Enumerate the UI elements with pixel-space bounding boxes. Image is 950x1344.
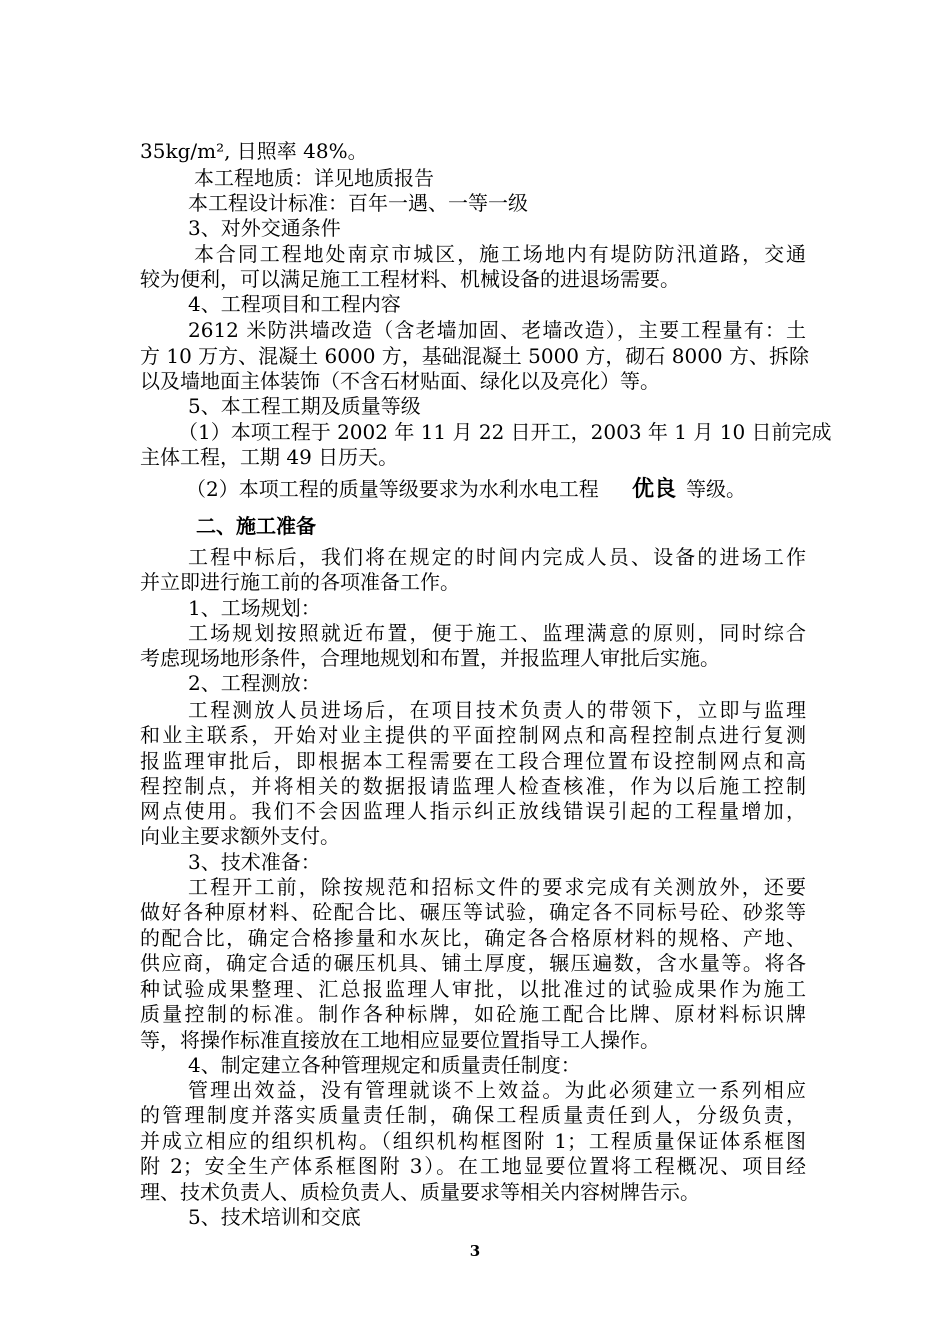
text-line bbox=[0, 697, 950, 723]
line-text: 工场规划按照就近布置，便于施工、监理满意的原则，同时综合 bbox=[188, 621, 806, 645]
text-line bbox=[0, 393, 950, 419]
line-text: 等级。 bbox=[686, 477, 746, 501]
text-line bbox=[0, 670, 950, 696]
line-text: 工程开工前，除按规范和招标文件的要求完成有关测放外，还要 bbox=[188, 875, 806, 899]
text-line bbox=[0, 1027, 950, 1053]
line-text: 3、对外交通条件 bbox=[188, 216, 341, 240]
text-line bbox=[0, 190, 950, 216]
text-line bbox=[0, 1128, 950, 1154]
text-line bbox=[0, 165, 950, 191]
text-line bbox=[0, 317, 950, 343]
line-text: 本工程地质：详见地质报告 bbox=[194, 166, 434, 190]
line-text: 5、本工程工期及质量等级 bbox=[188, 394, 421, 418]
text-line bbox=[0, 773, 950, 799]
text-line bbox=[0, 544, 950, 570]
line-text: 程控制点，并将相关的数据报请监理人检查核准，作为以后施工控制 bbox=[140, 774, 806, 798]
line-text: 以及墙地面主体装饰（不含石材贴面、绿化以及亮化）等。 bbox=[140, 369, 660, 393]
line-text: 的管理制度并落实质量责任制，确保工程质量责任到人，分级负责， bbox=[140, 1103, 806, 1127]
line-text: 35kg/m², 日照率 48%。 bbox=[140, 139, 368, 163]
line-text: 本工程设计标准：百年一遇、一等一级 bbox=[188, 191, 528, 215]
line-text: 附 2；安全生产体系框图附 3）。在工地显要位置将工程概况、项目经 bbox=[140, 1154, 806, 1178]
line-text: 的配合比，确定合格掺量和水灰比，确定各合格原材料的规格、产地、 bbox=[140, 926, 806, 950]
text-line bbox=[0, 476, 950, 502]
line-text: （2）本项工程的质量等级要求为水利水电工程 bbox=[186, 477, 599, 501]
line-text: 4、制定建立各种管理规定和质量责任制度： bbox=[188, 1053, 581, 1077]
line-text: 网点使用。我们不会因监理人指示纠正放线错误引起的工程量增加， bbox=[140, 799, 806, 823]
text-line bbox=[0, 569, 950, 595]
line-text: 并立即进行施工前的各项准备工作。 bbox=[140, 570, 460, 594]
text-line bbox=[0, 874, 950, 900]
line-text: 向业主要求额外支付。 bbox=[140, 824, 340, 848]
line-text: 报监理审批后，即根据本工程需要在工段合理位置布设控制网点和高 bbox=[140, 749, 806, 773]
line-text: 并成立相应的组织机构。（组织机构框图附 1；工程质量保证体系框图 bbox=[140, 1129, 806, 1153]
text-line bbox=[0, 620, 950, 646]
line-text: 二、施工准备 bbox=[196, 514, 316, 538]
section-heading bbox=[0, 513, 950, 539]
text-line bbox=[0, 722, 950, 748]
text-line bbox=[0, 444, 950, 470]
line-text: 理、技术负责人、质检负责人、质量要求等相关内容树牌告示。 bbox=[140, 1180, 700, 1204]
text-line bbox=[0, 266, 950, 292]
text-line bbox=[0, 645, 950, 671]
page-number: 3 bbox=[469, 1242, 481, 1260]
line-text: 质量控制的标准。制作各种标牌，如砼施工配合比牌、原材料标识牌 bbox=[140, 1002, 806, 1026]
line-text: 考虑现场地形条件，合理地规划和布置，并报监理人审批后实施。 bbox=[140, 646, 720, 670]
line-text: 2、工程测放： bbox=[188, 671, 321, 695]
line-text: 工程测放人员进场后，在项目技术负责人的带领下，立即与监理 bbox=[188, 698, 806, 722]
text-line bbox=[0, 1052, 950, 1078]
line-text: 主体工程，工期 49 日历天。 bbox=[140, 445, 399, 469]
text-line bbox=[0, 1204, 950, 1230]
line-text: 做好各种原材料、砼配合比、碾压等试验，确定各不同标号砼、砂浆等 bbox=[140, 900, 806, 924]
text-line bbox=[0, 1179, 950, 1205]
line-text: 方 10 万方、混凝土 6000 方，基础混凝土 5000 方，砌石 8000 方、拆除 bbox=[140, 344, 810, 368]
line-text: 本合同工程地处南京市城区，施工场地内有堤防防汛道路，交通 bbox=[194, 242, 806, 266]
text-line bbox=[0, 241, 950, 267]
line-text: 1、工场规划： bbox=[188, 596, 321, 620]
text-line bbox=[0, 798, 950, 824]
text-line bbox=[0, 950, 950, 976]
text-line bbox=[0, 1077, 950, 1103]
line-text: 供应商，确定合适的碾压机具、铺土厚度，辗压遍数，含水量等。将各 bbox=[140, 951, 806, 975]
text-line bbox=[0, 1001, 950, 1027]
line-text: 5、技术培训和交底 bbox=[188, 1205, 361, 1229]
line-text: 2612 米防洪墙改造（含老墙加固、老墙改造），主要工程量有：土 bbox=[188, 318, 806, 342]
line-text: 等，将操作标准直接放在工地相应显要位置指导工人操作。 bbox=[140, 1028, 660, 1052]
text-line bbox=[0, 419, 950, 445]
line-text: 3、技术准备： bbox=[188, 850, 321, 874]
line-text: 种试验成果整理、汇总报监理人审批，以批准过的试验成果作为施工 bbox=[140, 977, 806, 1001]
text-line bbox=[0, 343, 950, 369]
emphasis-text: 优良 bbox=[632, 476, 677, 502]
line-text: 工程中标后，我们将在规定的时间内完成人员、设备的进场工作 bbox=[188, 545, 806, 569]
line-text: 4、工程项目和工程内容 bbox=[188, 292, 401, 316]
text-line bbox=[0, 1102, 950, 1128]
text-line bbox=[0, 849, 950, 875]
text-line bbox=[0, 595, 950, 621]
text-line bbox=[0, 976, 950, 1002]
text-line bbox=[0, 899, 950, 925]
text-line bbox=[0, 748, 950, 774]
text-line bbox=[0, 925, 950, 951]
text-line bbox=[0, 823, 950, 849]
text-line bbox=[0, 291, 950, 317]
line-text: 和业主联系，开始对业主提供的平面控制网点和高程控制点进行复测 bbox=[140, 723, 806, 747]
text-line bbox=[0, 1153, 950, 1179]
text-line bbox=[0, 368, 950, 394]
line-text: 较为便利，可以满足施工工程材料、机械设备的进退场需要。 bbox=[140, 267, 680, 291]
line-text: （1）本项工程于 2002 年 11 月 22 日开工，2003 年 1 月 10 日前完成 bbox=[178, 420, 832, 444]
text-line bbox=[0, 138, 950, 164]
line-text: 管理出效益，没有管理就谈不上效益。为此必须建立一系列相应 bbox=[188, 1078, 806, 1102]
text-line bbox=[0, 215, 950, 241]
